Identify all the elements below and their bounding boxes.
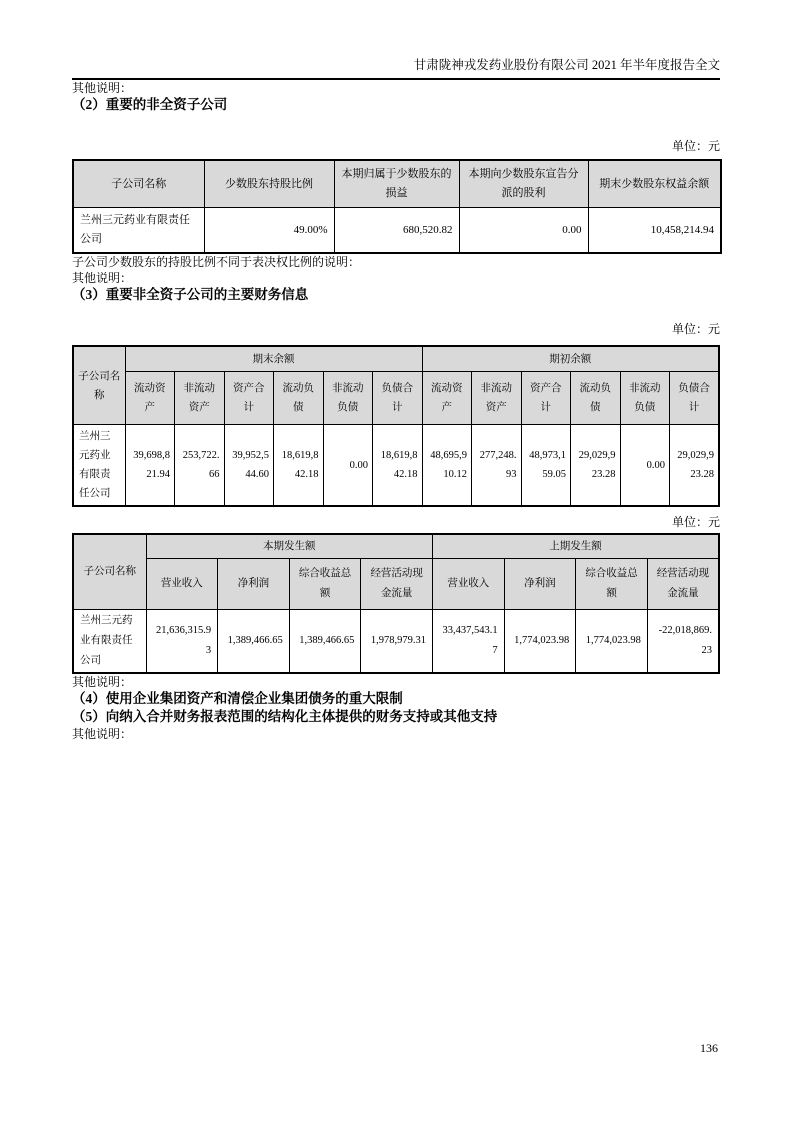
value-cell: 0.00 bbox=[620, 425, 670, 507]
t3-subheader: 综合收益总额 bbox=[289, 559, 361, 610]
other-note-2: 其他说明： bbox=[72, 271, 133, 285]
value-cell: 49.00% bbox=[204, 208, 334, 254]
value-cell: 39,698,821.94 bbox=[125, 425, 175, 507]
t1-header-minority-equity: 期末少数股东权益余额 bbox=[588, 160, 721, 208]
t2-subheader: 资产合计 bbox=[224, 372, 274, 425]
table-row bbox=[73, 425, 719, 507]
t2-subheader: 流动负债 bbox=[274, 372, 324, 425]
t1-header-subsidiary-name: 子公司名称 bbox=[73, 160, 204, 208]
table-group-header-row bbox=[73, 346, 719, 372]
t3-corner-header: 子公司名称 bbox=[73, 534, 146, 610]
document-header bbox=[72, 0, 720, 80]
value-cell: 21,636,315.93 bbox=[146, 610, 218, 674]
value-cell: 1,774,023.98 bbox=[504, 610, 576, 674]
unit-label-1: 单位：元 bbox=[671, 139, 720, 153]
subsidiary-name-cell: 兰州三元药业有限责任公司 bbox=[73, 425, 125, 507]
document-title: 甘肃陇神戎发药业股份有限公司 2021 年半年度报告全文 bbox=[413, 58, 720, 72]
value-cell: 1,389,466.65 bbox=[218, 610, 290, 674]
section-heading-2: （2）重要的非全资子公司 bbox=[72, 97, 228, 112]
subsidiary-name-cell: 兰州三元药业有限责任公司 bbox=[73, 208, 204, 254]
t1-header-minority-ratio: 少数股东持股比例 bbox=[204, 160, 334, 208]
t3-subheader: 营业收入 bbox=[433, 559, 505, 610]
value-cell: 39,952,544.60 bbox=[224, 425, 274, 507]
unit-label-2: 单位：元 bbox=[671, 322, 720, 336]
value-cell: 48,973,159.05 bbox=[521, 425, 571, 507]
t2-corner-header: 子公司名称 bbox=[73, 346, 125, 425]
value-cell: 29,029,923.28 bbox=[571, 425, 621, 507]
t2-subheader: 资产合计 bbox=[521, 372, 571, 425]
value-cell: 33,437,543.17 bbox=[433, 610, 505, 674]
t3-subheader: 营业收入 bbox=[146, 559, 218, 610]
value-cell: 0.00 bbox=[459, 208, 588, 254]
section-heading-3: （3）重要非全资子公司的主要财务信息 bbox=[72, 287, 309, 302]
page-number: 136 bbox=[700, 1041, 718, 1055]
t2-group-beginning-balance: 期初余额 bbox=[422, 346, 719, 372]
t1-header-minority-profit: 本期归属于少数股东的损益 bbox=[334, 160, 459, 208]
value-cell: 1,389,466.65 bbox=[289, 610, 361, 674]
value-cell: 18,619,842.18 bbox=[274, 425, 324, 507]
value-cell: 1,978,979.31 bbox=[361, 610, 433, 674]
minority-subsidiary-table bbox=[72, 159, 722, 254]
t2-subheader: 非流动资产 bbox=[472, 372, 522, 425]
income-cashflow-table bbox=[72, 533, 720, 674]
t2-subheader: 流动资产 bbox=[422, 372, 472, 425]
t2-subheader: 非流动负债 bbox=[323, 372, 373, 425]
t3-subheader: 综合收益总额 bbox=[576, 559, 648, 610]
t3-group-prior-period: 上期发生额 bbox=[433, 534, 720, 559]
t3-subheader: 净利润 bbox=[218, 559, 290, 610]
ratio-note: 子公司少数股东的持股比例不同于表决权比例的说明： bbox=[72, 255, 361, 269]
value-cell: 253,722.66 bbox=[175, 425, 225, 507]
t3-subheader: 经营活动现金流量 bbox=[361, 559, 433, 610]
other-note-3: 其他说明： bbox=[72, 675, 133, 689]
table-row bbox=[73, 208, 721, 254]
value-cell: 29,029,923.28 bbox=[670, 425, 720, 507]
t3-subheader: 净利润 bbox=[504, 559, 576, 610]
value-cell: 10,458,214.94 bbox=[588, 208, 721, 254]
t2-group-ending-balance: 期末余额 bbox=[125, 346, 422, 372]
subsidiary-name-cell: 兰州三元药业有限责任公司 bbox=[73, 610, 146, 674]
table-subheader-row bbox=[73, 559, 719, 610]
section-heading-4: （4）使用企业集团资产和清偿企业集团债务的重大限制 bbox=[72, 691, 403, 706]
unit-label-3: 单位：元 bbox=[671, 515, 720, 529]
t3-subheader: 经营活动现金流量 bbox=[647, 559, 719, 610]
other-note-1: 其他说明： bbox=[72, 81, 133, 95]
value-cell: -22,018,869.23 bbox=[647, 610, 719, 674]
t2-subheader: 非流动负债 bbox=[620, 372, 670, 425]
value-cell: 1,774,023.98 bbox=[576, 610, 648, 674]
t2-subheader: 非流动资产 bbox=[175, 372, 225, 425]
table-subheader-row bbox=[73, 372, 719, 425]
value-cell: 277,248.93 bbox=[472, 425, 522, 507]
t1-header-declared-dividend: 本期向少数股东宣告分派的股利 bbox=[459, 160, 588, 208]
value-cell: 18,619,842.18 bbox=[373, 425, 423, 507]
balance-sheet-table bbox=[72, 345, 720, 507]
other-note-4: 其他说明： bbox=[72, 727, 133, 741]
value-cell: 680,520.82 bbox=[334, 208, 459, 254]
t2-subheader: 负债合计 bbox=[670, 372, 720, 425]
table-group-header-row bbox=[73, 534, 719, 559]
value-cell: 48,695,910.12 bbox=[422, 425, 472, 507]
t2-subheader: 流动负债 bbox=[571, 372, 621, 425]
table-row bbox=[73, 610, 719, 674]
t2-subheader: 负债合计 bbox=[373, 372, 423, 425]
t3-group-current-period: 本期发生额 bbox=[146, 534, 433, 559]
table-header-row bbox=[73, 160, 721, 208]
section-heading-5: （5）向纳入合并财务报表范围的结构化主体提供的财务支持或其他支持 bbox=[72, 709, 498, 724]
value-cell: 0.00 bbox=[323, 425, 373, 507]
t2-subheader: 流动资产 bbox=[125, 372, 175, 425]
